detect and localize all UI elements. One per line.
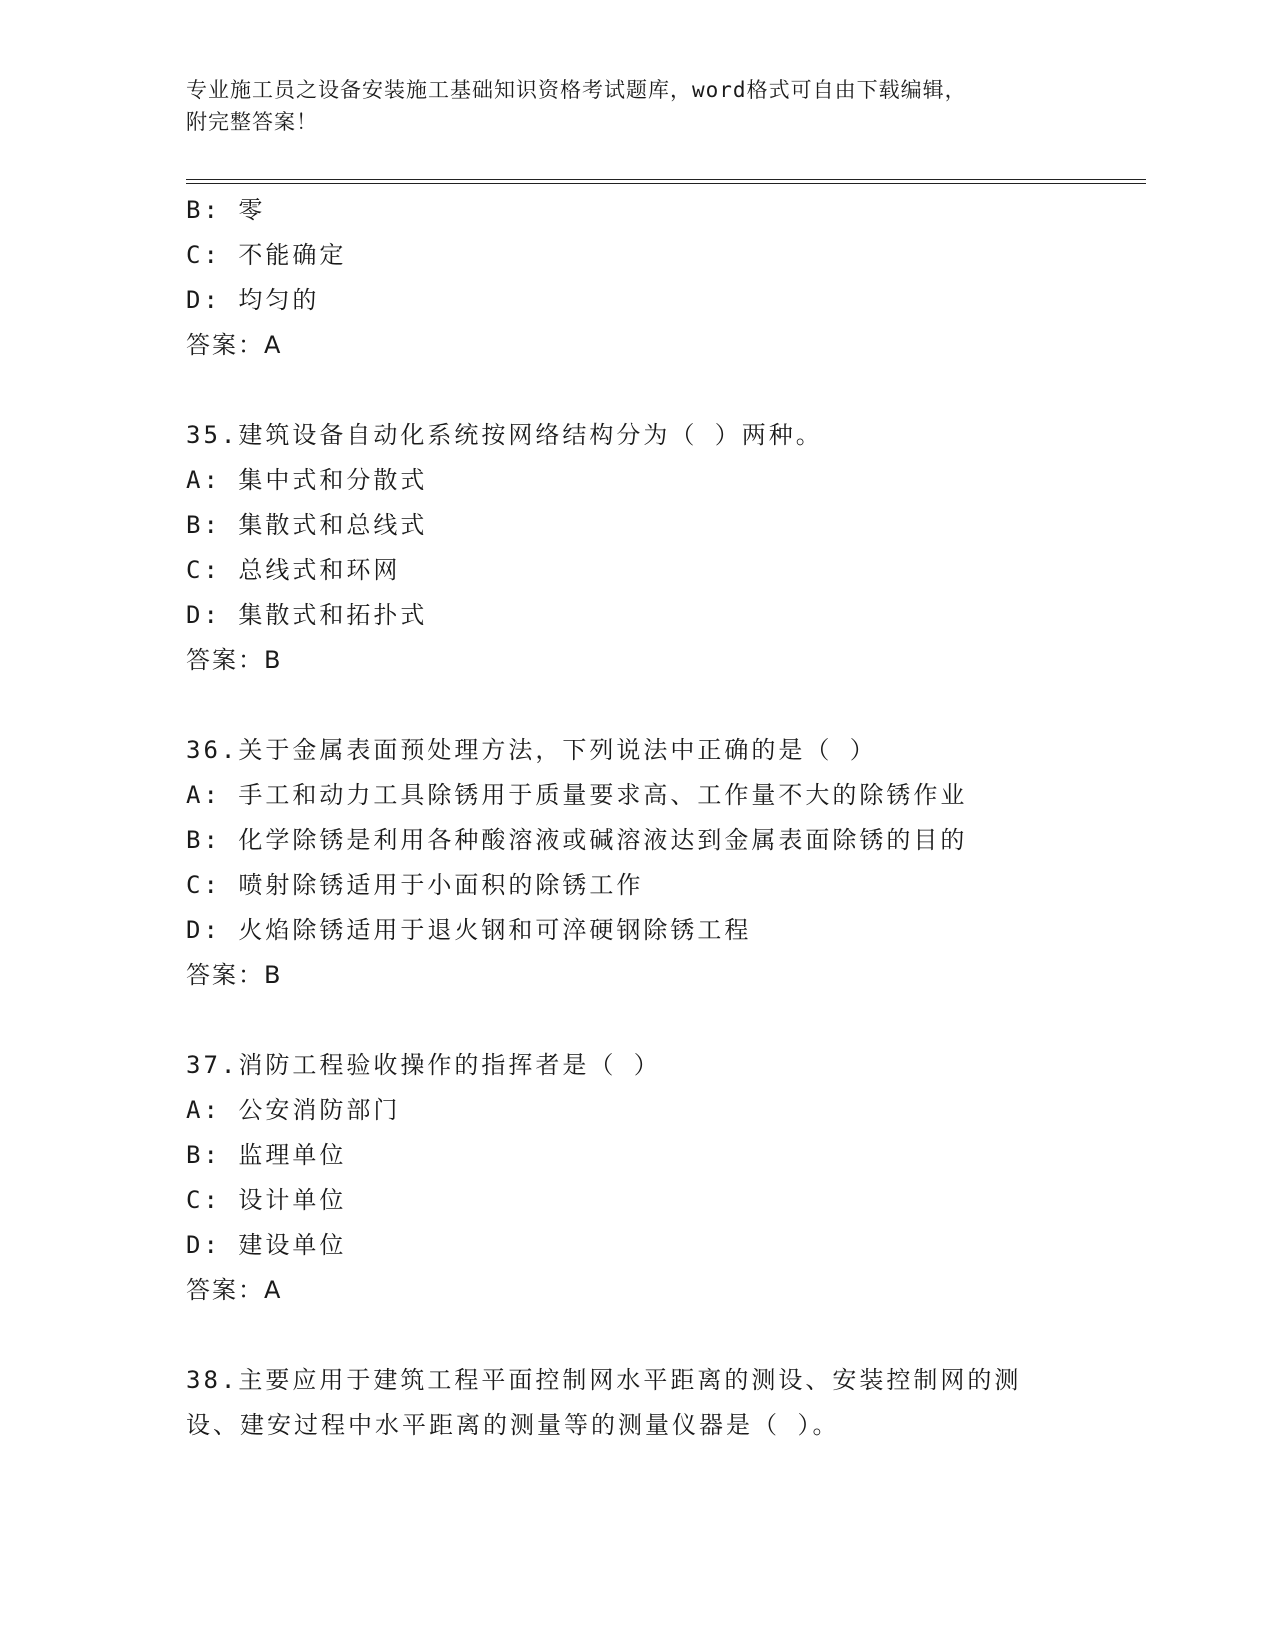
option-d: D: 均匀的: [186, 286, 320, 314]
option-b: B: 监理单位: [186, 1141, 347, 1169]
answer-line: 答案：A: [186, 331, 283, 359]
header-divider-bottom: [186, 183, 1146, 184]
option-b: B: 化学除锈是利用各种酸溶液或碱溶液达到金属表面除锈的目的: [186, 826, 968, 854]
question-text-line-2: 设、建安过程中水平距离的测量等的测量仪器是（ ）。: [186, 1411, 840, 1439]
question-text: 36.关于金属表面预处理方法，下列说法中正确的是（ ）: [186, 736, 877, 764]
question-list: [186, 188, 1146, 1448]
header-title-line-2: 附完整答案！: [186, 110, 318, 134]
question-37: [186, 1043, 1146, 1313]
page-header: [186, 74, 1146, 138]
option-b: B: 零: [186, 196, 266, 224]
question-text: 37.消防工程验收操作的指挥者是（ ）: [186, 1051, 661, 1079]
option-a: A: 集中式和分散式: [186, 466, 428, 494]
option-c: C: 不能确定: [186, 241, 347, 269]
option-d: D: 集散式和拓扑式: [186, 601, 428, 629]
question-35: [186, 413, 1146, 683]
spacer: [186, 1313, 1146, 1358]
spacer: [186, 683, 1146, 728]
question-text-line-1: 38.主要应用于建筑工程平面控制网水平距离的测设、安装控制网的测: [186, 1366, 1022, 1394]
option-c: C: 喷射除锈适用于小面积的除锈工作: [186, 871, 644, 899]
option-d: D: 建设单位: [186, 1231, 347, 1259]
option-b: B: 集散式和总线式: [186, 511, 428, 539]
option-c: C: 设计单位: [186, 1186, 347, 1214]
question-38: [186, 1358, 1146, 1448]
option-a: A: 公安消防部门: [186, 1096, 401, 1124]
answer-line: 答案：B: [186, 961, 283, 989]
answer-line: 答案：A: [186, 1276, 283, 1304]
option-c: C: 总线式和环网: [186, 556, 401, 584]
header-divider-top: [186, 179, 1146, 180]
option-d: D: 火焰除锈适用于退火钢和可淬硬钢除锈工程: [186, 916, 752, 944]
option-a: A: 手工和动力工具除锈用于质量要求高、工作量不大的除锈作业: [186, 781, 968, 809]
spacer: [186, 998, 1146, 1043]
question-34-fragment: [186, 188, 1146, 368]
question-text: 35.建筑设备自动化系统按网络结构分为（ ）两种。: [186, 421, 823, 449]
header-title-line-1: 专业施工员之设备安装施工基础知识资格考试题库，word格式可自由下载编辑，: [186, 78, 967, 102]
spacer: [186, 368, 1146, 413]
question-36: [186, 728, 1146, 998]
answer-line: 答案：B: [186, 646, 283, 674]
